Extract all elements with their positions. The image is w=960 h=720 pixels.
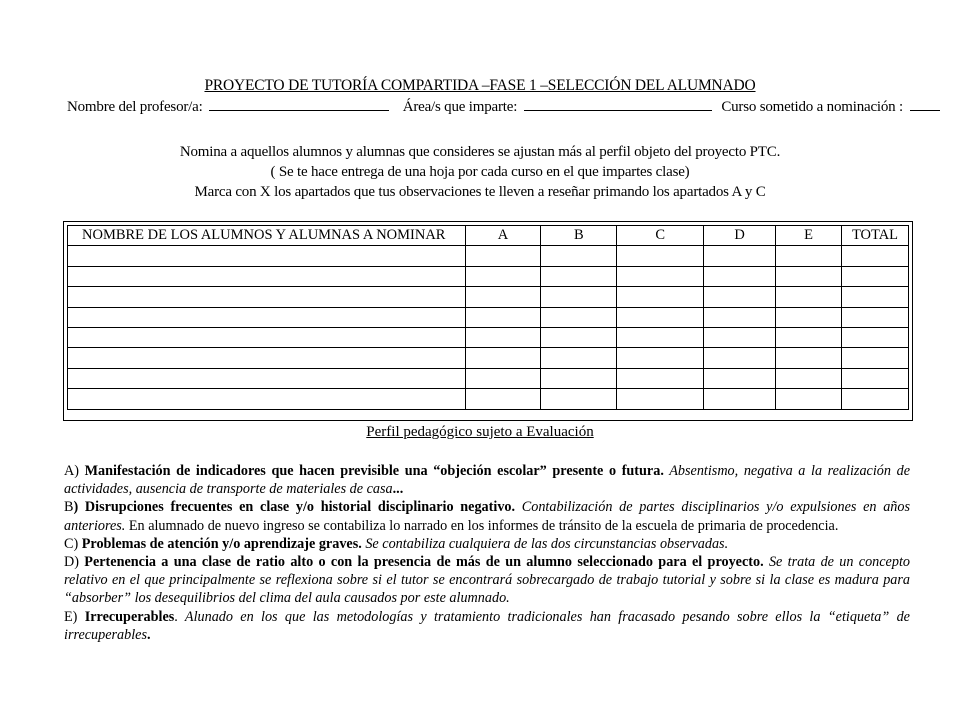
mark-cell[interactable] <box>704 368 776 388</box>
student-name-cell[interactable] <box>68 368 466 388</box>
criterion-b-prefix: B <box>64 499 74 516</box>
mark-cell[interactable] <box>617 389 704 409</box>
mark-cell[interactable] <box>541 368 617 388</box>
nomination-table <box>67 225 909 410</box>
header-name: NOMBRE DE LOS ALUMNOS Y ALUMNAS A NOMINAR <box>68 226 466 246</box>
mark-cell[interactable] <box>704 266 776 286</box>
mark-cell[interactable] <box>841 327 908 347</box>
mark-cell[interactable] <box>541 246 617 266</box>
criterion-a-title: Manifestación de indicadores que hacen previsible una “objeción escolar” presente o futura. <box>84 463 664 479</box>
mark-cell[interactable] <box>465 266 541 286</box>
header-d: D <box>704 226 776 246</box>
mark-cell[interactable] <box>841 246 908 266</box>
teacher-info-line <box>67 98 907 116</box>
mark-cell[interactable] <box>541 287 617 307</box>
mark-cell[interactable] <box>704 389 776 409</box>
mark-cell[interactable] <box>776 389 842 409</box>
mark-cell[interactable] <box>465 246 541 266</box>
mark-cell[interactable] <box>704 287 776 307</box>
criterion-b-desc: Contabilización de partes disciplinarios y/o expulsiones en años anteriores. <box>64 499 911 534</box>
mark-cell[interactable] <box>617 327 704 347</box>
criterion-a-tail: ... <box>392 481 404 498</box>
table-row <box>68 368 909 388</box>
mark-cell[interactable] <box>841 348 908 368</box>
header-b: B <box>541 226 617 246</box>
mark-cell[interactable] <box>465 307 541 327</box>
criterion-c-title: Problemas de atención y/o aprendizaje graves. <box>81 535 362 552</box>
mark-cell[interactable] <box>841 307 908 327</box>
nomination-table-frame <box>63 221 913 421</box>
mark-cell[interactable] <box>704 327 776 347</box>
mark-cell[interactable] <box>617 246 704 266</box>
table-row <box>68 327 909 347</box>
mark-cell[interactable] <box>541 307 617 327</box>
header-a: A <box>465 226 541 246</box>
mark-cell[interactable] <box>841 266 908 286</box>
mark-cell[interactable] <box>617 348 704 368</box>
student-name-cell[interactable] <box>68 266 466 286</box>
curso-label: Curso sometido a nominación : <box>721 99 903 115</box>
criterion-d-desc: Se trata de un concepto relativo en el que principalmente se reflexiona sobre si el tutor se encontrará sobrecargado de trabajo tutorial y sobre si la clase es madura para “absorber” los desequilibrios del clima del aula causados por este alumnado. <box>64 554 910 607</box>
mark-cell[interactable] <box>704 307 776 327</box>
table-row <box>68 307 909 327</box>
area-label: Área/s que imparte: <box>402 99 518 115</box>
table-row <box>68 389 909 409</box>
criterion-e-prefix: E) <box>64 608 85 625</box>
mark-cell[interactable] <box>541 348 617 368</box>
profesor-blank[interactable] <box>209 98 389 111</box>
perfil-title: Perfil pedagógico sujeto a Evaluación <box>366 424 594 440</box>
criterion-b-title: ) Disrupciones frecuentes en clase y/o historial disciplinario negativo. <box>73 499 516 516</box>
student-name-cell[interactable] <box>68 389 466 409</box>
mark-cell[interactable] <box>465 389 541 409</box>
criterion-c-prefix: C) <box>64 535 82 552</box>
mark-cell[interactable] <box>776 368 842 388</box>
mark-cell[interactable] <box>541 266 617 286</box>
table-row <box>68 287 909 307</box>
mark-cell[interactable] <box>841 368 908 388</box>
mark-cell[interactable] <box>465 368 541 388</box>
criterion-e-title: Irrecuperables <box>84 608 175 625</box>
mark-cell[interactable] <box>465 327 541 347</box>
mark-cell[interactable] <box>465 348 541 368</box>
mark-cell[interactable] <box>617 287 704 307</box>
table-row <box>68 266 909 286</box>
mark-cell[interactable] <box>776 246 842 266</box>
mark-cell[interactable] <box>617 368 704 388</box>
header-e: E <box>776 226 842 246</box>
mark-cell[interactable] <box>776 327 842 347</box>
criterion-a-prefix: A) <box>64 463 85 479</box>
mark-cell[interactable] <box>776 287 842 307</box>
student-name-cell[interactable] <box>68 348 466 368</box>
criterion-d <box>64 553 910 608</box>
criterion-e-tail: . <box>174 608 178 625</box>
mark-cell[interactable] <box>704 246 776 266</box>
student-name-cell[interactable] <box>68 307 466 327</box>
student-name-cell[interactable] <box>68 327 466 347</box>
header-total: TOTAL <box>841 226 908 246</box>
criterion-d-title: Pertenencia a una clase de ratio alto o con la presencia de más de un alumno seleccionado para el proyecto. <box>84 554 764 571</box>
instruction-line-3: Marca con X los apartados que tus observaciones te lleven a reseñar primando los apartados A y C <box>194 184 766 200</box>
table-header-row <box>68 226 909 246</box>
mark-cell[interactable] <box>776 307 842 327</box>
criterion-e-desc: Alunado en los que las metodologías y tratamiento tradicionales han fracasado pesando sobre ellos la “etiqueta” de irrecuperables <box>64 608 910 643</box>
mark-cell[interactable] <box>841 389 908 409</box>
criterion-c <box>64 535 910 553</box>
table-row <box>68 246 909 266</box>
student-name-cell[interactable] <box>68 287 466 307</box>
criterion-d-prefix: D) <box>64 554 85 571</box>
profesor-label: Nombre del profesor/a: <box>67 99 203 115</box>
mark-cell[interactable] <box>617 266 704 286</box>
criterion-b-note: En alumnado de nuevo ingreso se contabiliza lo narrado en los informes de tránsito de la escuela de primaria de procedencia. <box>125 517 839 534</box>
form-title: PROYECTO DE TUTORÍA COMPARTIDA –FASE 1 –SELECCIÓN DEL ALUMNADO <box>204 77 756 94</box>
criterion-b <box>64 498 910 534</box>
header-c: C <box>617 226 704 246</box>
table-row <box>68 348 909 368</box>
area-blank[interactable] <box>524 98 712 111</box>
criterion-e <box>64 608 910 644</box>
mark-cell[interactable] <box>617 307 704 327</box>
mark-cell[interactable] <box>541 389 617 409</box>
criterion-c-desc: Se contabiliza cualquiera de las dos circunstancias observadas. <box>361 535 729 552</box>
mark-cell[interactable] <box>776 266 842 286</box>
instruction-line-1: Nomina a aquellos alumnos y alumnas que consideres se ajustan más al perfil objeto del proyecto PTC. <box>179 144 781 160</box>
student-name-cell[interactable] <box>68 246 466 266</box>
mark-cell[interactable] <box>465 287 541 307</box>
criterion-a-desc: Absentismo, negativa a la realización de actividades, ausencia de transporte de materiales de casa <box>64 463 910 498</box>
curso-blank[interactable] <box>910 98 940 111</box>
mark-cell[interactable] <box>541 327 617 347</box>
criterion-e-end: . <box>147 626 151 643</box>
mark-cell[interactable] <box>776 348 842 368</box>
instruction-line-2: ( Se te hace entrega de una hoja por cada curso en el que impartes clase) <box>270 164 690 180</box>
criteria-list <box>64 462 910 644</box>
mark-cell[interactable] <box>841 287 908 307</box>
criterion-a <box>64 462 910 498</box>
mark-cell[interactable] <box>704 348 776 368</box>
